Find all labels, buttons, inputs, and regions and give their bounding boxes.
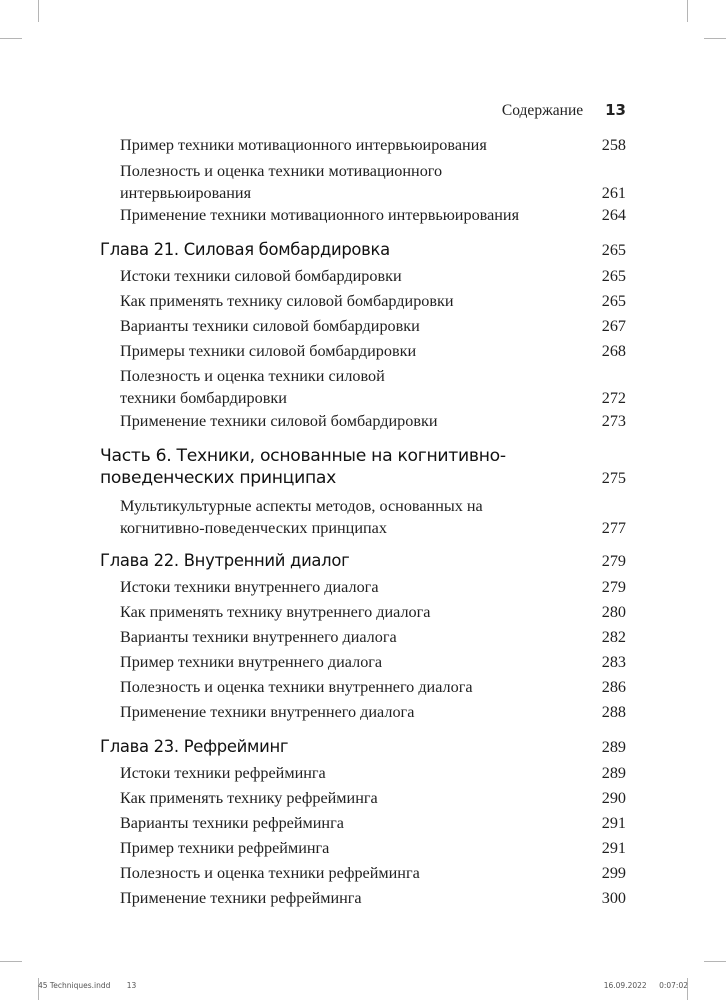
toc-entry-title: Истоки техники рефрейминга	[120, 764, 326, 782]
toc-entry-page: 291	[601, 814, 626, 832]
toc-entry[interactable]	[120, 340, 626, 362]
toc-entry-page: 290	[601, 789, 626, 807]
toc-chapter-title: Глава 21. Силовая бомбардировка	[100, 240, 390, 259]
toc-entry[interactable]	[120, 862, 626, 884]
toc-entry-title: Полезность и оценка техники мотивационного интервьюирования	[120, 162, 443, 202]
toc-chapter-page: 279	[601, 552, 626, 570]
toc-part-title: Часть 6. Техники, основанные на когнитивно-поведенческих принципах	[100, 446, 506, 488]
toc-entry-page: 273	[601, 412, 626, 430]
print-slug	[38, 981, 688, 990]
toc-entry-page: 289	[601, 764, 626, 782]
toc-entry[interactable]	[120, 837, 626, 859]
toc-entry-title: Истоки техники силовой бомбардировки	[120, 267, 402, 285]
crop-mark-right-top	[704, 38, 726, 39]
toc-entry-page: 268	[601, 342, 626, 360]
toc-entry-page: 265	[601, 292, 626, 310]
toc-entry-title: Истоки техники внутреннего диалога	[120, 578, 379, 596]
toc-entry[interactable]	[120, 365, 626, 409]
toc-entry[interactable]	[120, 651, 626, 673]
toc-entry-page: 267	[601, 317, 626, 335]
toc-entry-page: 288	[601, 703, 626, 721]
toc-entry-page: 264	[601, 206, 626, 224]
crop-mark-left-bottom	[0, 961, 22, 962]
toc-entry-page: 283	[601, 653, 626, 671]
toc-entry[interactable]	[120, 601, 626, 623]
toc-entry[interactable]	[120, 290, 626, 312]
toc-entry-page: 277	[601, 519, 626, 537]
toc-entry-page: 258	[601, 136, 626, 154]
toc-entry-title: Варианты техники внутреннего диалога	[120, 628, 397, 646]
toc-entry[interactable]	[120, 762, 626, 784]
toc-entry-page: 279	[601, 578, 626, 596]
toc-entry-page: 300	[601, 889, 626, 907]
toc-entry[interactable]	[120, 787, 626, 809]
toc-entry[interactable]	[120, 887, 626, 909]
toc-chapter-page: 289	[601, 738, 626, 756]
toc-chapter-heading[interactable]	[100, 736, 626, 758]
toc-part-page: 275	[601, 469, 626, 487]
toc-entry[interactable]	[120, 315, 626, 337]
toc-entry-title: Как применять технику внутреннего диалога	[120, 603, 431, 621]
toc-entry-title: Варианты техники рефрейминга	[120, 814, 344, 832]
header-section-title: Содержание	[501, 102, 584, 119]
running-header	[502, 101, 626, 120]
toc-entry[interactable]	[120, 134, 626, 156]
toc-entry-title: Пример техники мотивационного интервьюирования	[120, 136, 487, 154]
toc-chapter-heading[interactable]	[100, 550, 626, 572]
toc-entry-title: Варианты техники силовой бомбардировки	[120, 317, 420, 335]
toc-entry-page: 280	[601, 603, 626, 621]
toc-entry-title: Примеры техники силовой бомбардировки	[120, 342, 417, 360]
crop-mark-top-left	[38, 0, 39, 22]
toc-entry-title: Применение техники мотивационного интервьюирования	[120, 206, 520, 224]
toc-entry-title: Мультикультурные аспекты методов, основанных на когнитивно-поведенческих принципах	[120, 497, 483, 537]
toc-entry-title: Полезность и оценка техники внутреннего диалога	[120, 678, 473, 696]
toc-entry-title: Применение техники силовой бомбардировки	[120, 412, 438, 430]
toc-entry-title: Пример техники рефрейминга	[120, 839, 330, 857]
slug-file-name: 45 Techniques.indd	[38, 981, 111, 990]
toc-chapter-title: Глава 22. Внутренний диалог	[100, 551, 350, 570]
toc-entry[interactable]	[120, 626, 626, 648]
toc-entry-title: Полезность и оценка техники силовой техники бомбардировки	[120, 367, 385, 407]
toc-chapter-page: 265	[601, 241, 626, 259]
header-page-number: 13	[605, 101, 626, 119]
slug-time: 0:07:02	[659, 981, 688, 990]
toc-entry-page: 265	[601, 267, 626, 285]
toc-chapter-title: Глава 23. Рефрейминг	[100, 737, 289, 756]
toc-entry-page: 286	[601, 678, 626, 696]
toc-entry-page: 272	[601, 389, 626, 407]
toc-entry[interactable]	[120, 495, 626, 539]
toc-entry-title: Полезность и оценка техники рефрейминга	[120, 864, 420, 882]
toc-entry-page: 291	[601, 839, 626, 857]
toc-entry[interactable]	[120, 812, 626, 834]
slug-date: 16.09.2022	[603, 981, 647, 990]
toc-chapter-heading[interactable]	[100, 239, 626, 261]
toc-entry[interactable]	[120, 701, 626, 723]
toc-entry-page: 261	[601, 184, 626, 202]
toc-entry-title: Применение техники внутреннего диалога	[120, 703, 415, 721]
toc-entry[interactable]	[120, 676, 626, 698]
toc-entry-title: Применение техники рефрейминга	[120, 889, 362, 907]
toc-part-heading[interactable]	[100, 445, 626, 489]
toc-entry-page: 299	[601, 864, 626, 882]
slug-page-number: 13	[126, 981, 137, 990]
toc-entry[interactable]	[120, 410, 626, 432]
toc-entry-title: Пример техники внутреннего диалога	[120, 653, 383, 671]
toc-entry[interactable]	[120, 576, 626, 598]
toc-entry[interactable]	[120, 204, 626, 226]
toc-entry-title: Как применять технику рефрейминга	[120, 789, 378, 807]
crop-mark-right-bottom	[704, 961, 726, 962]
toc-entry[interactable]	[120, 160, 626, 204]
crop-mark-top-right	[687, 0, 688, 22]
toc-entry-page: 282	[601, 628, 626, 646]
crop-mark-left-top	[0, 38, 22, 39]
toc-entry[interactable]	[120, 265, 626, 287]
toc-entry-title: Как применять технику силовой бомбардировки	[120, 292, 454, 310]
